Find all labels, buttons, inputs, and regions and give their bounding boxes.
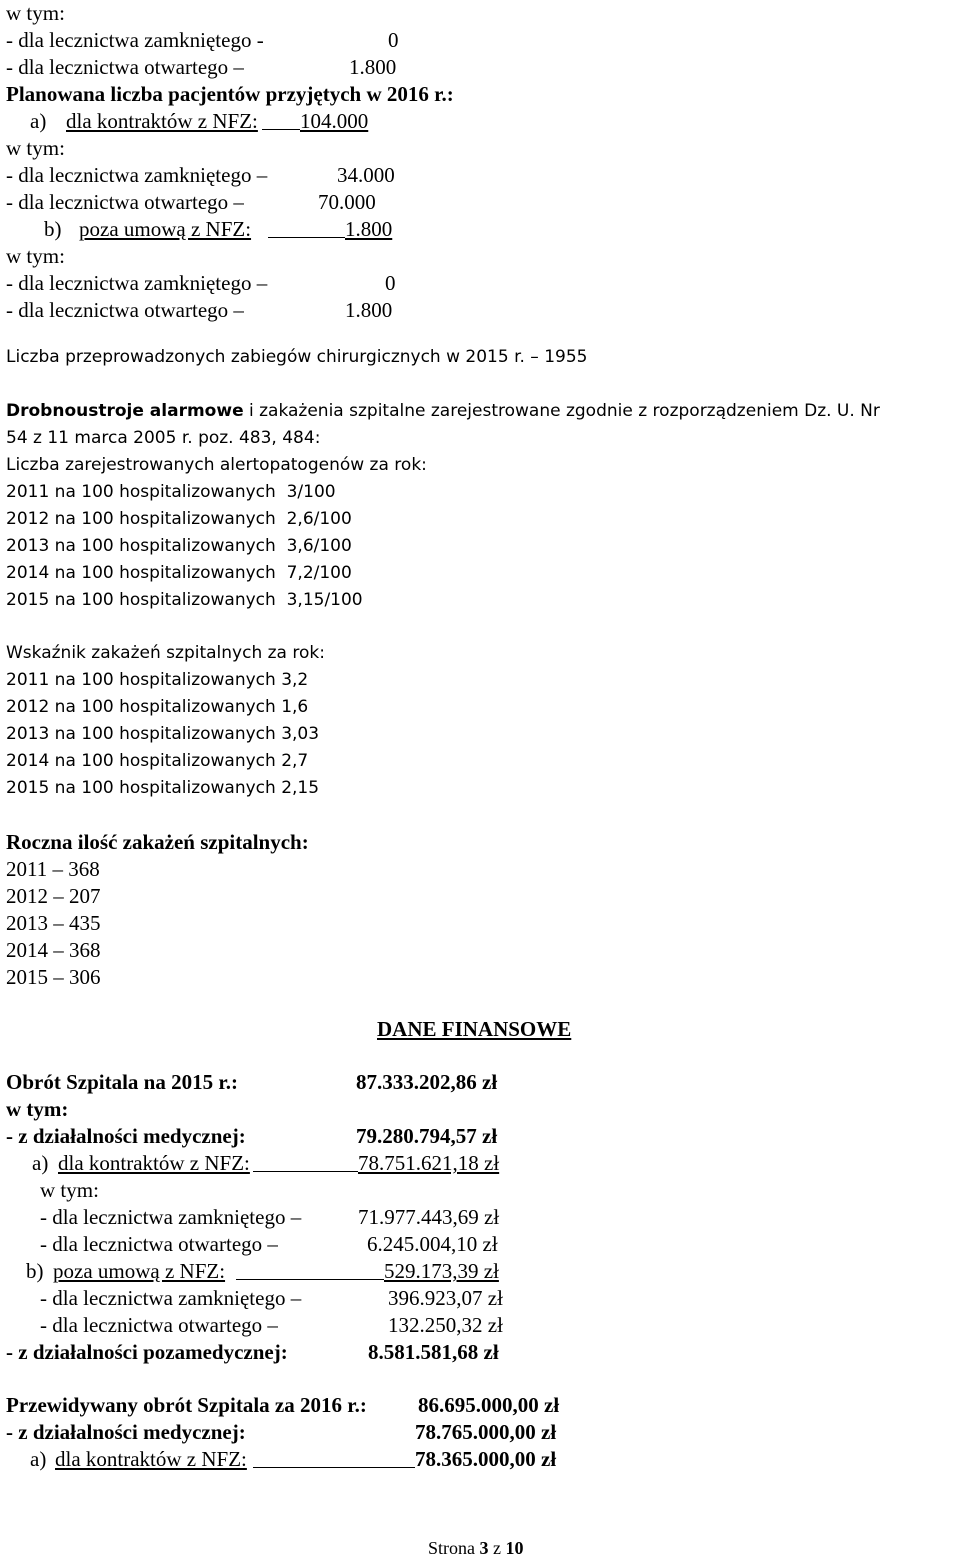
turnover-2015-value: 87.333.202,86 zł: [356, 1070, 498, 1094]
alarm-microbes-description: i zakażenia szpitalne zarejestrowane zgodnie z rozporządzeniem Dz. U. Nr: [243, 401, 880, 421]
closed-care-label: - dla lecznictwa zamkniętego –: [40, 1286, 302, 1310]
medical-activity-value: 79.280.794,57 zł: [356, 1124, 498, 1148]
open-care-value: 1.800: [345, 298, 393, 322]
alertpathogens-row: 2011 na 100 hospitalizowanych 3/100: [6, 482, 336, 502]
outside-nfz-value: 1.800: [345, 217, 393, 241]
open-care-value: 132.250,32 zł: [388, 1313, 503, 1337]
infection-rate-row: 2013 na 100 hospitalizowanych 3,03: [6, 724, 320, 744]
infection-rate-heading: Wskaźnik zakażeń szpitalnych za rok:: [6, 643, 325, 663]
open-care-label: - dla lecznictwa otwartego –: [6, 55, 244, 79]
wtym-label: w tym:: [40, 1178, 99, 1202]
page-current: 3: [479, 1538, 489, 1558]
open-care-label: - dla lecznictwa otwartego –: [40, 1313, 278, 1337]
alarm-microbes-line1: [6, 398, 880, 425]
annual-infections-row: 2015 – 306: [6, 965, 101, 989]
forecast-nfz-value: 78.365.000,00 zł: [415, 1447, 557, 1471]
closed-care-label: - dla lecznictwa zamkniętego –: [40, 1205, 302, 1229]
nfz-contracts-label: dla kontraktów z NFZ:: [66, 109, 258, 133]
annual-infections-row: 2014 – 368: [6, 938, 101, 962]
alertpathogens-row: 2012 na 100 hospitalizowanych 2,6/100: [6, 509, 352, 529]
nfz-contracts-value: 78.751.621,18 zł: [358, 1151, 500, 1175]
item-b-prefix: b): [44, 217, 62, 241]
infection-rate-row: 2014 na 100 hospitalizowanych 2,7: [6, 751, 309, 771]
forecast-nfz-label: dla kontraktów z NFZ:: [55, 1447, 247, 1471]
turnover-2015-label: Obrót Szpitala na 2015 r.:: [6, 1070, 238, 1094]
closed-care-value: 396.923,07 zł: [388, 1286, 503, 1310]
open-care-value: 1.800: [349, 55, 397, 79]
closed-care-value: 34.000: [337, 163, 395, 187]
alertpathogens-row: 2015 na 100 hospitalizowanych 3,15/100: [6, 590, 363, 610]
open-care-label: - dla lecznictwa otwartego –: [6, 190, 244, 214]
page-mid: z: [488, 1538, 506, 1558]
outside-nfz-value: 529.173,39 zł: [384, 1259, 499, 1283]
annual-infections-row: 2013 – 435: [6, 911, 101, 935]
nonmedical-activity-label: - z działalności pozamedycznej:: [6, 1340, 288, 1364]
outside-nfz-label: poza umową z NFZ:: [53, 1259, 226, 1283]
wtym-label: w tym:: [6, 1097, 69, 1121]
closed-care-value: 0: [385, 271, 396, 295]
alertpathogens-heading: Liczba zarejestrowanych alertopatogenów za rok:: [6, 455, 427, 475]
page-number: [428, 1535, 524, 1562]
wtym-label: w tym:: [6, 136, 65, 160]
infection-rate-row: 2012 na 100 hospitalizowanych 1,6: [6, 697, 309, 717]
item-a-prefix: a): [30, 109, 47, 133]
wtym-label: w tym:: [6, 244, 65, 268]
item-b-prefix: b): [26, 1259, 44, 1283]
closed-care-label: - dla lecznictwa zamkniętego –: [6, 163, 268, 187]
closed-care-value: 0: [388, 28, 399, 52]
alertpathogens-row: 2013 na 100 hospitalizowanych 3,6/100: [6, 536, 352, 556]
annual-infections-row: 2011 – 368: [6, 857, 100, 881]
open-care-label: - dla lecznictwa otwartego –: [40, 1232, 278, 1256]
alarm-microbes-title: Drobnoustroje alarmowe: [6, 401, 244, 421]
item-a-prefix: a): [30, 1447, 47, 1471]
page-total: 10: [505, 1538, 524, 1558]
forecast-2016-label: Przewidywany obrót Szpitala za 2016 r.:: [6, 1393, 367, 1417]
outside-nfz-label: poza umową z NFZ:: [79, 217, 252, 241]
forecast-medical-label: - z działalności medycznej:: [6, 1420, 246, 1444]
financial-heading: DANE FINANSOWE: [377, 1017, 572, 1041]
infection-rate-row: 2011 na 100 hospitalizowanych 3,2: [6, 670, 309, 690]
closed-care-label: - dla lecznictwa zamkniętego -: [6, 28, 264, 52]
annual-infections-row: 2012 – 207: [6, 884, 101, 908]
page-prefix: Strona: [428, 1538, 480, 1558]
surgeries-count-line: Liczba przeprowadzonych zabiegów chirurgicznych w 2015 r. – 1955: [6, 347, 588, 367]
nfz-contracts-label: dla kontraktów z NFZ:: [58, 1151, 250, 1175]
open-care-value: 70.000: [318, 190, 376, 214]
wtym-label: w tym:: [6, 1, 65, 25]
closed-care-value: 71.977.443,69 zł: [358, 1205, 500, 1229]
alarm-microbes-line2: 54 z 11 marca 2005 r. poz. 483, 484:: [6, 428, 321, 448]
forecast-2016-value: 86.695.000,00 zł: [418, 1393, 560, 1417]
open-care-label: - dla lecznictwa otwartego –: [6, 298, 244, 322]
medical-activity-label: - z działalności medycznej:: [6, 1124, 246, 1148]
closed-care-label: - dla lecznictwa zamkniętego –: [6, 271, 268, 295]
infection-rate-row: 2015 na 100 hospitalizowanych 2,15: [6, 778, 320, 798]
forecast-medical-value: 78.765.000,00 zł: [415, 1420, 557, 1444]
open-care-value: 6.245.004,10 zł: [367, 1232, 498, 1256]
nfz-contracts-value: 104.000: [300, 109, 369, 133]
planned-patients-heading: Planowana liczba pacjentów przyjętych w 2016 r.:: [6, 82, 454, 106]
item-a-prefix: a): [32, 1151, 49, 1175]
annual-infections-heading: Roczna ilość zakażeń szpitalnych:: [6, 830, 309, 854]
alertpathogens-row: 2014 na 100 hospitalizowanych 7,2/100: [6, 563, 352, 583]
nonmedical-activity-value: 8.581.581,68 zł: [368, 1340, 499, 1364]
